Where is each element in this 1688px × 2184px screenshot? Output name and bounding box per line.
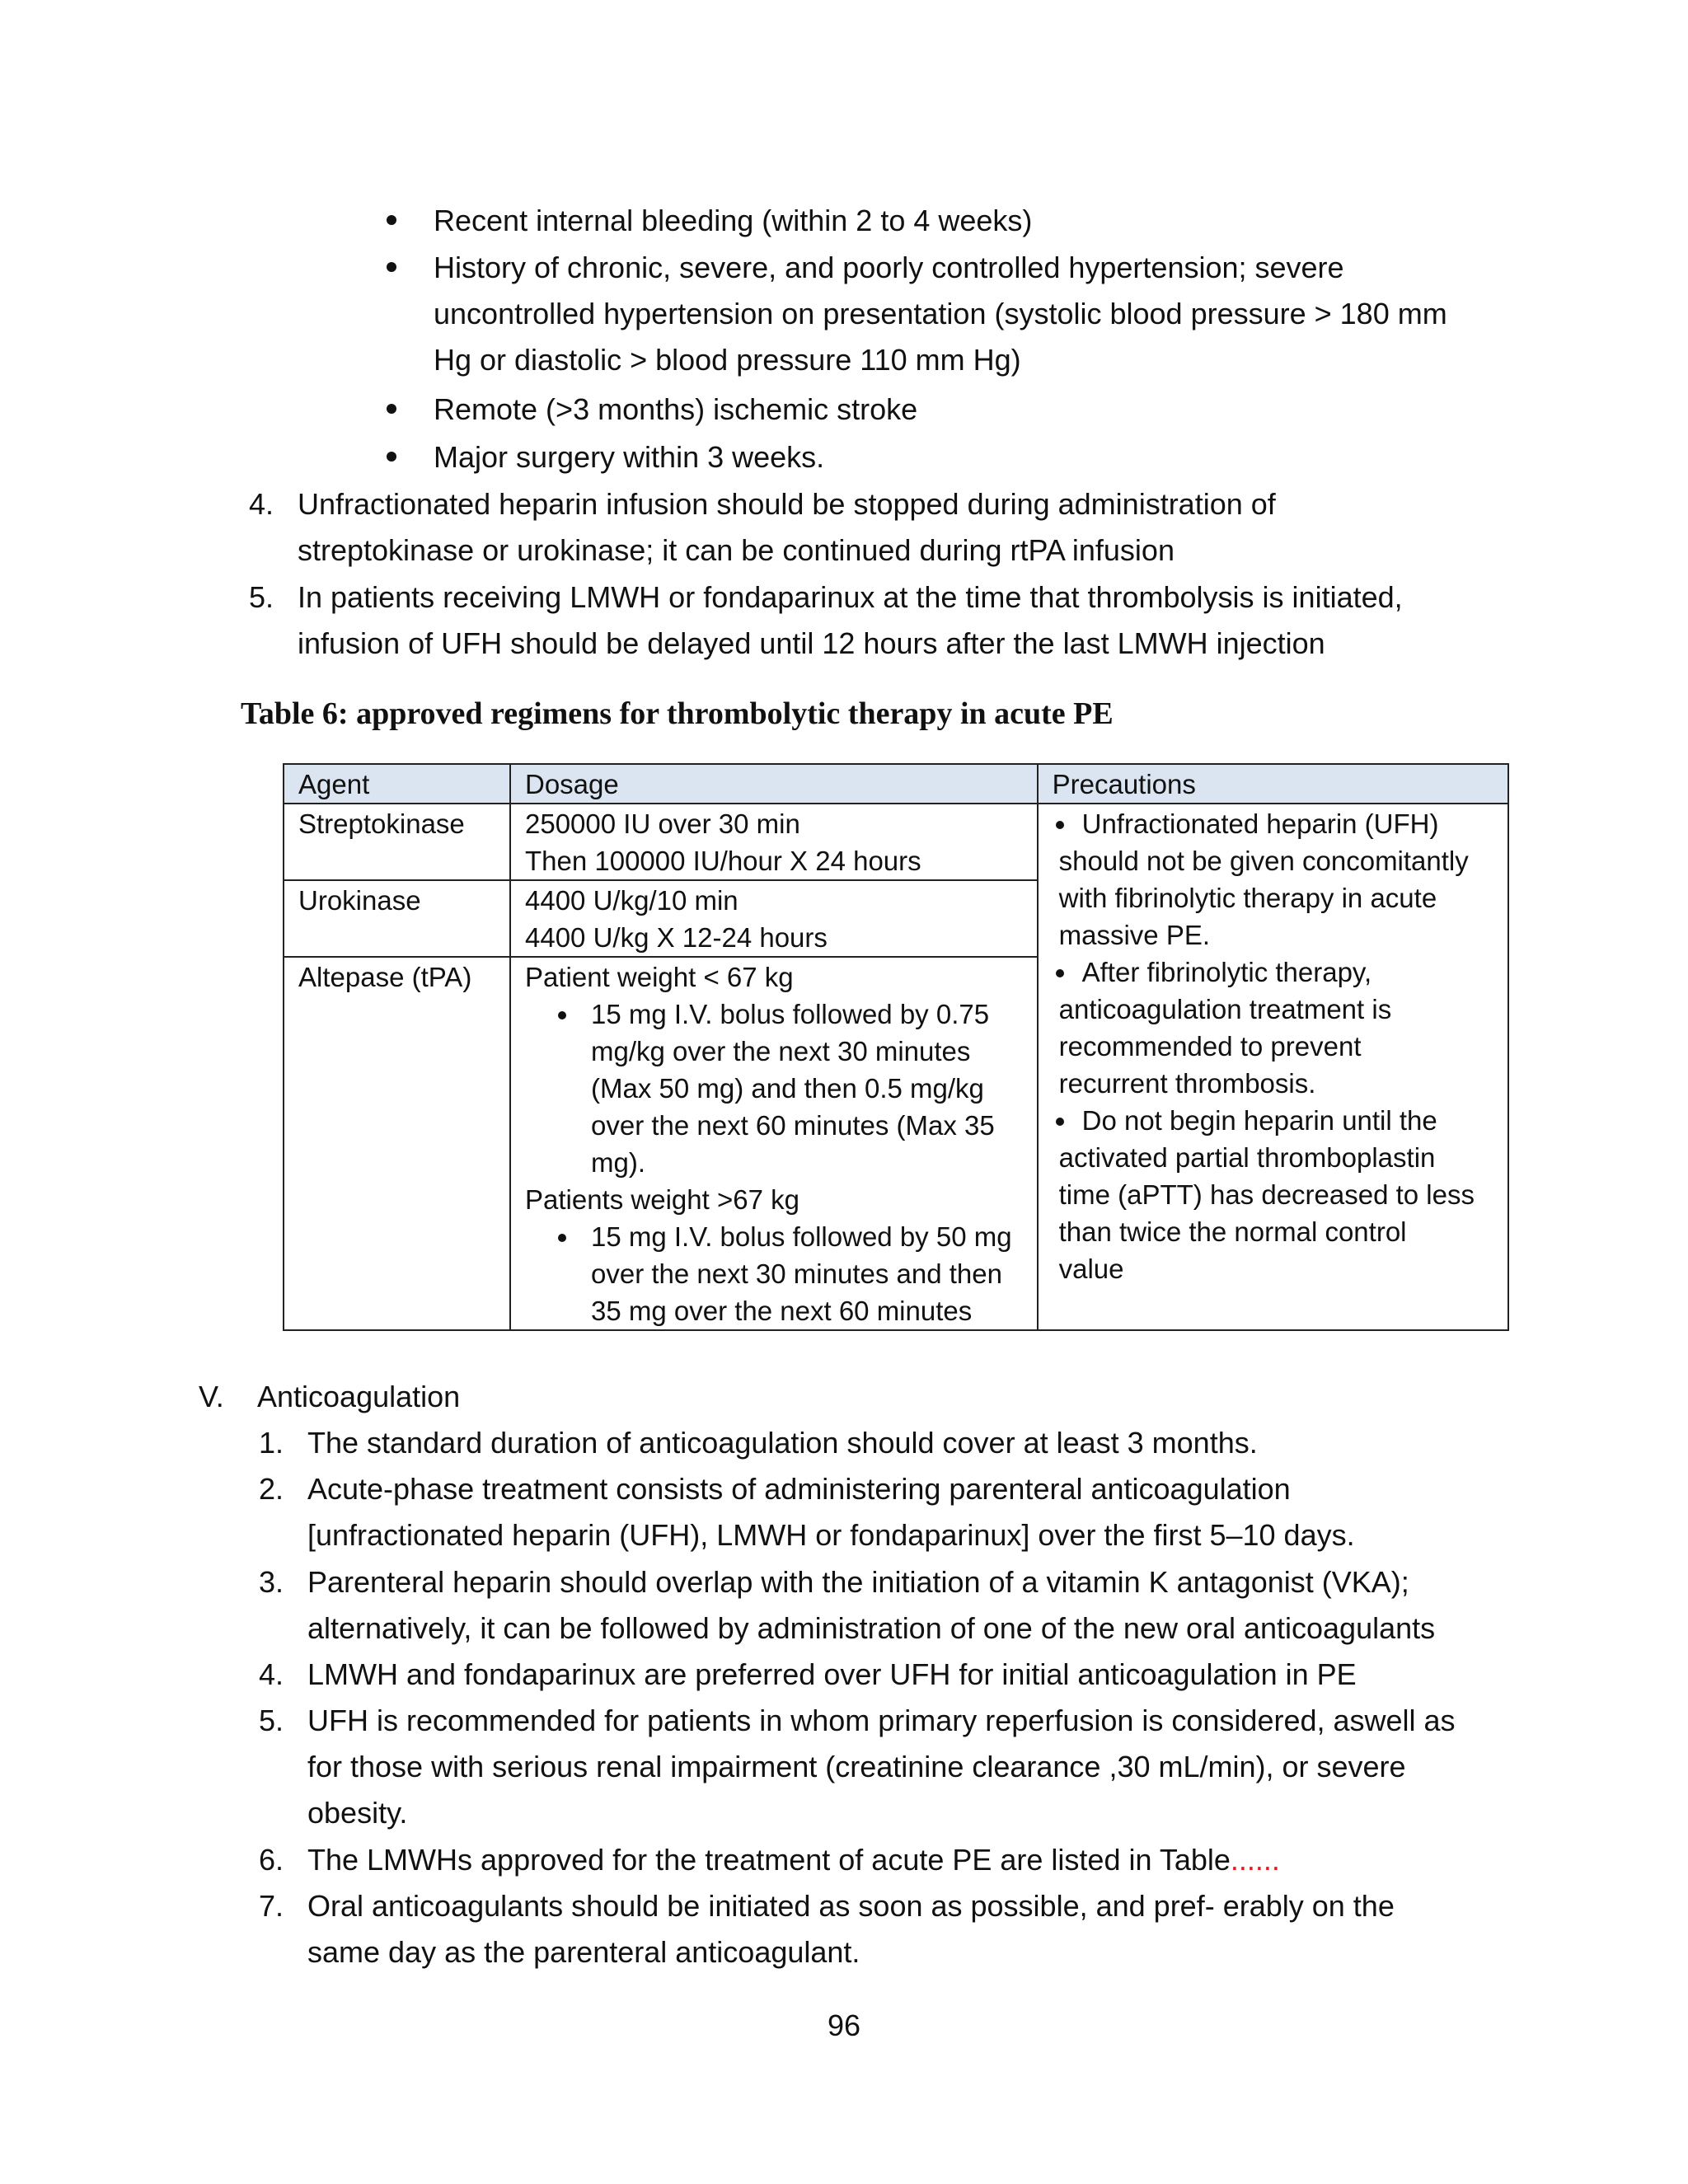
table-header-row [284, 764, 1508, 804]
page-number: 96 [828, 2008, 861, 2042]
precaution-line: activated partial thromboplastin [1058, 1142, 1436, 1173]
list-item-text-cont: infusion of UFH should be delayed until 12 hours after the last LMWH injection [298, 626, 1325, 660]
list-item-text-cont: obesity. [307, 1796, 408, 1830]
precautions-cell [1038, 804, 1508, 1330]
bullet-text-cont: Hg or diastolic > blood pressure 110 mm Hg) [434, 343, 1021, 377]
agent-cell: Altepase (tPA) [284, 957, 510, 1330]
bullet-text-cont: uncontrolled hypertension on presentation (systolic blood pressure > 180 mm [434, 297, 1447, 330]
list-item-text: Oral anticoagulants should be initiated as soon as possible, and pref- erably on the [307, 1889, 1395, 1923]
dosage-cell [510, 880, 1038, 957]
dosage-bullet-line: over the next 30 minutes and then [590, 1258, 1002, 1289]
list-item-text-cont: [unfractionated heparin (UFH), LMWH or fondaparinux] over the first 5–10 days. [307, 1518, 1355, 1552]
bullet-dot [387, 215, 396, 225]
dosage-cell [510, 804, 1038, 880]
dosage-line: Then 100000 IU/hour X 24 hours [524, 846, 921, 876]
dosage-subtitle: Patient weight < 67 kg [524, 962, 794, 992]
table-row [284, 804, 1508, 880]
list-number: 5. [258, 1704, 284, 1737]
dosage-bullet-line: 15 mg I.V. bolus followed by 0.75 [525, 996, 1023, 1033]
dosage-bullet-line: (Max 50 mg) and then 0.5 mg/kg [590, 1073, 984, 1104]
list-number: 5. [248, 580, 274, 614]
section-title: Anticoagulation [257, 1380, 461, 1413]
precaution-line: anticoagulation treatment is [1058, 994, 1392, 1024]
dosage-subtitle: Patients weight >67 kg [524, 1184, 799, 1215]
dosage-line: 4400 U/kg/10 min [524, 885, 738, 916]
dosage-bullet-line: 15 mg I.V. bolus followed by 50 mg [525, 1218, 1023, 1255]
list-item-text [307, 1837, 1280, 1883]
list-number: 3. [258, 1565, 284, 1599]
list-number: 7. [258, 1889, 284, 1923]
list-number: 4. [248, 487, 274, 521]
dosage-line: 4400 U/kg X 12-24 hours [524, 922, 828, 953]
bullet-text: Major surgery within 3 weeks. [434, 440, 825, 474]
missing-reference-marker: ...... [1230, 1843, 1280, 1877]
precaution-line: time (aPTT) has decreased to less [1058, 1179, 1475, 1210]
precaution-line: Do not begin heparin until the [1053, 1102, 1493, 1139]
table-caption: Table 6: approved regimens for thrombolytic therapy in acute PE [241, 696, 1114, 731]
list-number: 6. [258, 1843, 284, 1877]
column-header: Precautions [1038, 764, 1508, 804]
list-item-text-main: The LMWHs approved for the treatment of acute PE are listed in Table [307, 1843, 1231, 1877]
precaution-line: should not be given concomitantly [1058, 846, 1469, 876]
column-header: Dosage [510, 764, 1038, 804]
dosage-line: 250000 IU over 30 min [524, 808, 800, 839]
precaution-line: than twice the normal control [1058, 1216, 1407, 1247]
thrombolytic-table [283, 763, 1509, 1331]
precaution-line: Unfractionated heparin (UFH) [1053, 805, 1493, 842]
column-header: Agent [284, 764, 510, 804]
list-item-text: LMWH and fondaparinux are preferred over UFH for initial anticoagulation in PE [307, 1657, 1357, 1691]
list-item-text: Unfractionated heparin infusion should be stopped during administration of [298, 487, 1276, 521]
list-item-text-cont: streptokinase or urokinase; it can be continued during rtPA infusion [298, 533, 1175, 567]
bullet-text: Recent internal bleeding (within 2 to 4 weeks) [434, 204, 1033, 237]
precaution-line: with fibrinolytic therapy in acute [1058, 883, 1437, 913]
precaution-line: massive PE. [1058, 920, 1211, 950]
precaution-line: recurrent thrombosis. [1058, 1068, 1316, 1099]
bullet-dot [387, 262, 396, 272]
list-item-text-cont: alternatively, it can be followed by administration of one of the new oral anticoagulants [307, 1611, 1436, 1645]
list-item-text: In patients receiving LMWH or fondaparinux at the time that thrombolysis is initiated, [298, 580, 1403, 614]
list-number: 2. [258, 1472, 284, 1506]
list-number: 4. [258, 1657, 284, 1691]
dosage-bullet-line: over the next 60 minutes (Max 35 [590, 1110, 995, 1141]
dosage-bullet-line: mg/kg over the next 30 minutes [590, 1036, 971, 1066]
bullet-dot [387, 452, 396, 462]
dosage-bullet-line: 35 mg over the next 60 minutes [590, 1296, 973, 1326]
list-item-text: Acute-phase treatment consists of administering parenteral anticoagulation [307, 1472, 1291, 1506]
precaution-line: After fibrinolytic therapy, [1053, 954, 1493, 991]
list-item-text-cont: for those with serious renal impairment (creatinine clearance ,30 mL/min), or severe [307, 1750, 1406, 1783]
dosage-cell [510, 957, 1038, 1330]
agent-cell: Urokinase [284, 880, 510, 957]
list-item-text-cont: same day as the parenteral anticoagulant. [307, 1935, 860, 1969]
bullet-text: Remote (>3 months) ischemic stroke [434, 392, 918, 426]
list-item-text: Parenteral heparin should overlap with the initiation of a vitamin K antagonist (VKA); [307, 1565, 1409, 1599]
list-item-text: UFH is recommended for patients in whom primary reperfusion is considered, aswell as [307, 1704, 1456, 1737]
precaution-line: recommended to prevent [1058, 1031, 1362, 1062]
bullet-dot [387, 404, 396, 414]
list-item-text: The standard duration of anticoagulation should cover at least 3 months. [307, 1426, 1258, 1460]
section-numeral: V. [199, 1380, 224, 1413]
precaution-line: value [1058, 1254, 1124, 1284]
list-number: 1. [258, 1426, 284, 1460]
agent-cell: Streptokinase [284, 804, 510, 880]
dosage-bullet-line: mg). [590, 1147, 645, 1178]
bullet-text: History of chronic, severe, and poorly controlled hypertension; severe [434, 251, 1344, 284]
